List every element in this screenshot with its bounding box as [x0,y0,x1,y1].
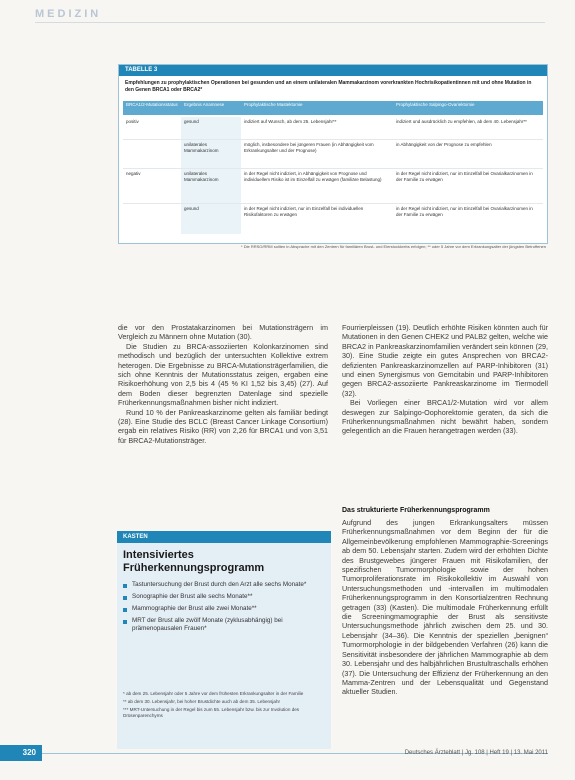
table-row [123,140,543,169]
bullet-icon [123,608,127,612]
footnote: *** MRT-Untersuchung in der Regel bis zum 55. Lebensjahr bzw. bis zur Involution des Drüsenparenchyms [123,707,300,718]
table-row [123,117,543,140]
body-paragraph: Bei Vorliegen einer BRCA1/2-Mutation wird vor allem deswegen zur Salpingo-Oophorektomie geraten, da sich die Früherkennungsmaßnahmen nicht bewährt haben, sondern gelegentlich an die Frauen herangetragen werden (33). [342,398,548,436]
list-item [123,593,325,601]
page-number: 320 [0,745,42,761]
table-cell: gesund [181,117,241,139]
body-column-right-2 [342,518,548,697]
table-box [118,64,548,244]
kasten-footnotes [123,691,325,721]
top-rule [35,22,545,23]
body-column-left [118,323,328,445]
list-item-text: Mammographie der Brust alle zwei Monate** [132,605,257,612]
section-label: MEDIZIN [35,8,102,20]
journal-footer: Deutsches Ärzteblatt | Jg. 108 | Heft 19 | 13. Mai 2011 [404,750,548,756]
table-cell: in der Regel nicht indiziert, in Abhängigkeit von Prognose und individuellem Risiko ist im Einzelfall zu erwägen (familiäre Belastung) [244,171,382,182]
body-column-right [342,323,548,436]
footnote: ** ab dem 30. Lebensjahr, bei hoher Brustdichte auch ab dem 35. Lebensjahr [123,699,281,704]
table-cell: indiziert auf Wunsch, ab dem 25. Lebensjahr** [244,119,337,124]
list-item-text: Sonographie der Brust alle sechs Monate** [132,593,253,600]
section-heading: Das strukturierte Früherkennungsprogramm [342,507,490,514]
list-item [123,617,325,633]
body-paragraph: die vor den Prostatakarzinomen bei Mutationsträgern im Vergleich zu Männern ohne Mutation (30). [118,323,328,342]
footnote: * ab dem 25. Lebensjahr oder 5 Jahre vor dem frühesten Erkrankungsalter in der Familie [123,691,304,696]
list-item-text: MRT der Brust alle zwölf Monate (zyklusabhängig) bei prämenopausalen Frauen* [132,617,283,632]
body-paragraph: Aufgrund des jungen Erkrankungsalters müssen Früherkennungsmaßnahmen vor dem Beginn der für die Allgemeinbevölkerung empfohlenen Mammographie-Screenings ab dem 50. Lebensjahr starten. Zudem wird der erhöhten Dichte des Brustgewebes jüngerer Frauen mit Risikofamilien, der spezifischen Tumormorphologie sowie der hohen Tumorproliferationsrate im Risikokollektiv im Auswahl von Untersuchungsmethoden und -intervallen im multimodalen Früherkennungsprogramm in den Konsortialzentren Rechnung getragen (33) (Kasten). Die multimodale Früherkennung erfüllt die Screeningmamographie der Brust als sensitivste Untersuchungsmethode jährlich zwischen dem 25. und 30. Lebensjahr (34–36). Die Kenntnis der speziellen „benignen“ Tumormorphologie in der bildgebenden Verfahren (26) kann die Sensitivität insbesondere der jährlichen Mammographie ab dem 30. Lebensjahr und des halbjährlichen Brustultraschalls erhöhen (37). Die Untersuchung der Effizienz der Früherkennung an den Mamma-Zentren und der Lebensqualität und Gegenstand aktueller Studien. [342,518,548,697]
body-paragraph: Die Studien zu BRCA-assoziierten Kolonkarzinomen sind methodisch und bezüglich der untersuchten Kollektive extrem heterogen. Die Ergebnisse zu BRCA-Mutationsträgerfamilien, die sich ohne Kenntnis der Mutationsstatus zeigen, ergaben eine Risikoerhöhung von 2,5 bis 4 (45 % KI 1,52 bis 3,45) (27). Auf dem Boden dieser begrenzten Datenlage sind spezielle Früherkennungsmaßnahmen bisher nicht indiziert. [118,341,328,408]
list-item-text: Tastuntersuchung der Brust durch den Arzt alle sechs Monate* [132,581,307,588]
table-cell [123,140,181,168]
table-cell: positiv [126,119,139,124]
table-col-mastektomie: Prophylaktische Mastektomie [244,102,303,107]
table-cell: gesund [181,204,241,234]
body-paragraph: Rund 10 % der Pankreaskarzinome gelten als familiär bedingt (28). Eine Studie des BCLC (Breast Cancer Linkage Consortium) ergab ein relatives Risiko (RR) von 2,26 für BRCA1 und von 3,51 für BRCA2-Mutationsträger. [118,407,328,445]
table-cell: indiziert und ausdrücklich zu empfehlen, ab dem 40. Lebensjahr** [396,119,527,124]
body-paragraph: Fourrierpleissen (19). Deutlich erhöhte Risiken könnten auch für Mutationen in den Genen CHEK2 und PALB2 gelten, welche wie BRCA2 in Pankreaskarzinomfamilien verändert sein können (29, 30). Eine Studie zeigte ein gutes Ansprechen von BRCA2-defizienten Pankreaskarzinomzellen auf PARP-Inhibitoren (31) und einen Synergismus von Gemcitabin und PARP-Inhibitoren gegen BRCA2-assoziierte Pankreaskarzinome im Tiermodell (32). [342,323,548,398]
list-item [123,605,325,613]
kasten-list [123,581,325,637]
table-cell: möglich, insbesondere bei jüngeren Frauen (in Abhängigkeit vom Erkrankungsalter und der Prognose) [244,142,374,153]
table-cell: negativ [126,171,141,176]
table-cell: in Abhängigkeit von der Prognose zu empfehlen [396,142,492,147]
kasten-title: Intensiviertes Früherkennungsprogramm [123,549,265,574]
kasten-label: KASTEN [117,531,331,543]
table-cell: unilaterales Mammakarzinom [181,169,241,203]
list-item [123,581,325,589]
table-cell: in der Regel nicht indiziert, nur im Einzelfall bei individuellen Risikofaktoren zu erwägen [244,206,364,217]
table-row [123,169,543,204]
bullet-icon [123,596,127,600]
table-cell: in der Regel nicht indiziert, nur im Einzelfall bei Ovarialkarzinomen in der Familie zu erwägen [396,171,533,182]
bullet-icon [123,584,127,588]
table-col-anamnese: Ergebnis Anamnese [184,102,225,107]
kasten-box [117,531,331,749]
table-label: TABELLE 3 [119,65,547,76]
table-cell: unilaterales Mammakarzinom [181,140,241,168]
table-col-ovariektomie: Prophylaktische Salpingo-Ovariektomie [396,102,475,107]
table-col-mutation: BRCA1/2-Mutationsstatus [126,102,178,107]
table-column-header [123,101,543,115]
table-cell [123,204,181,234]
bullet-icon [123,620,127,624]
table-footnotes: * Die RRSO/RRM sollten in Absprache mit den Zentren für familiären Brust- und Eierstockkrebs erfolgen; ** oder 5 Jahre vor dem Erkrankungsalter der jüngsten Betroffenen [241,244,546,249]
table-cell: in der Regel nicht indiziert, nur im Einzelfall bei Ovarialkarzinomen in der Familie zu erwägen [396,206,533,217]
table-row [123,204,543,234]
table-title: Empfehlungen zu prophylaktischen Operationen bei gesunden und an einem unilateralen Mammakarzinom vorerkrankten Hochrisikopatientinnen mit und ohne Mutation in den Genen BRCA1 oder BRCA2* [125,80,532,93]
